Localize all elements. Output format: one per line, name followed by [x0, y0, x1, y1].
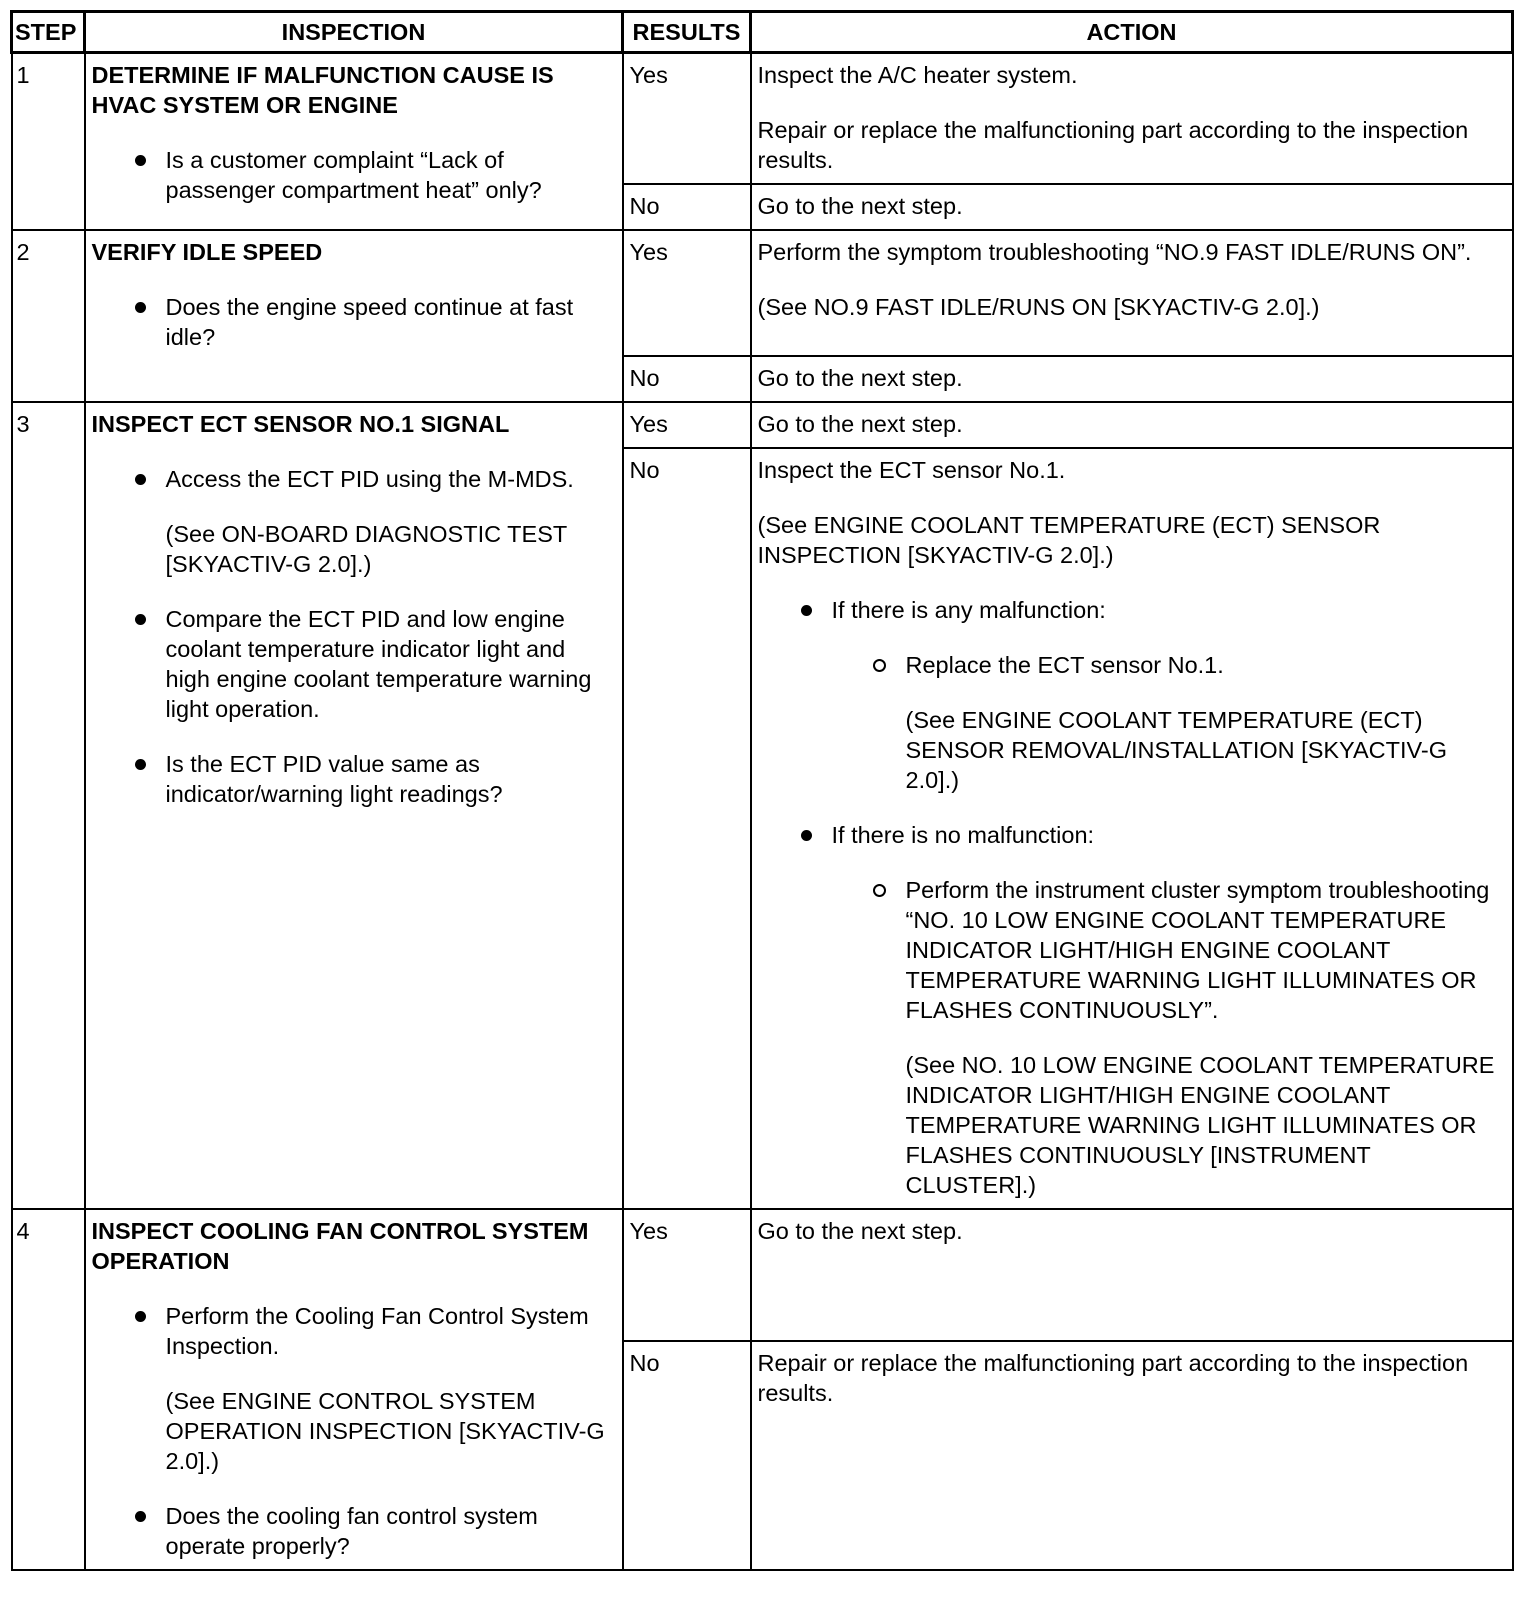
step-4-number: 4 — [12, 1209, 85, 1570]
step-3-no-case-2-ref: (See NO. 10 LOW ENGINE COOLANT TEMPERATURE INDICATOR LIGHT/HIGH ENGINE COOLANT TEMPERATURE WARNING LIGHT ILLUMINATES OR FLASHES CONTINUOUSLY [INSTRUMENT CLUSTER].) — [905, 1052, 1495, 1198]
step-1-yes-row — [12, 53, 1513, 185]
step-4-bullet-1 — [166, 1301, 616, 1476]
step-3-number: 3 — [12, 402, 85, 1209]
step-3-bullet-1 — [166, 464, 616, 579]
step-1-inspection — [85, 53, 623, 231]
step-2-title: VERIFY IDLE SPEED — [91, 239, 323, 265]
step-3-no-case-2-sub-text: Perform the instrument cluster symptom troubleshooting “NO. 10 LOW ENGINE COOLANT TEMPERATURE INDICATOR LIGHT/HIGH ENGINE COOLANT TEMPERATURE WARNING LIGHT ILLUMINATES OR FLASHES CONTINUOUSLY”. — [905, 877, 1490, 1023]
step-1-bullet-1: Is a customer complaint “Lack of passenger compartment heat” only? — [166, 145, 616, 205]
step-3-no-case-1-sub-text: Replace the ECT sensor No.1. — [905, 652, 1224, 678]
diagnostic-procedure — [10, 10, 1514, 1571]
step-2-yes-line-1: Perform the symptom troubleshooting “NO.9 FAST IDLE/RUNS ON”. — [757, 239, 1472, 265]
step-2-yes-row — [12, 230, 1513, 356]
step-2-action-yes — [751, 230, 1513, 356]
step-4-title: INSPECT COOLING FAN CONTROL SYSTEM OPERATION — [91, 1218, 589, 1274]
step-3-no-case-2-text: If there is no malfunction: — [831, 822, 1095, 848]
step-3-title: INSPECT ECT SENSOR NO.1 SIGNAL — [91, 411, 510, 437]
step-2-bullet-1: Does the engine speed continue at fast idle? — [166, 292, 616, 352]
step-3-result-yes: Yes — [623, 402, 751, 448]
step-4-result-no: No — [623, 1341, 751, 1570]
step-3-no-case-1-sublist — [832, 650, 1506, 795]
step-4-yes-row — [12, 1209, 1513, 1341]
step-2-bullets — [92, 292, 616, 352]
step-1-result-no: No — [623, 184, 751, 230]
step-2-action-no: Go to the next step. — [751, 356, 1513, 402]
step-3-result-no: No — [623, 448, 751, 1209]
step-1-bullets — [92, 145, 616, 205]
header-row — [12, 12, 1513, 53]
step-4-bullets — [92, 1301, 616, 1561]
step-3-no-intro: Inspect the ECT sensor No.1. — [757, 457, 1066, 483]
header-inspection: INSPECTION — [85, 12, 623, 53]
step-3-bullets — [92, 464, 616, 809]
step-3-no-case-1 — [832, 595, 1506, 795]
step-3-no-case-2 — [832, 820, 1506, 1200]
header-results: RESULTS — [623, 12, 751, 53]
step-2-inspection — [85, 230, 623, 402]
step-4-inspection — [85, 1209, 623, 1570]
step-3-no-case-1-ref: (See ENGINE COOLANT TEMPERATURE (ECT) SENSOR REMOVAL/INSTALLATION [SKYACTIV-G 2.0].) — [905, 707, 1447, 793]
step-3-bullet-3: Is the ECT PID value same as indicator/warning light readings? — [166, 749, 616, 809]
step-3-bullet-2: Compare the ECT PID and low engine coolant temperature indicator light and high engine coolant temperature warning light operation. — [166, 604, 616, 724]
step-3-no-case-2-sublist — [832, 875, 1506, 1200]
troubleshooting-table — [10, 10, 1514, 1571]
step-3-action-no — [751, 448, 1513, 1209]
step-1-action-no: Go to the next step. — [751, 184, 1513, 230]
step-4-bullet-1-ref: (See ENGINE CONTROL SYSTEM OPERATION INSPECTION [SKYACTIV-G 2.0].) — [165, 1388, 605, 1474]
step-3-no-case-1-sub — [906, 650, 1506, 795]
step-3-no-cases — [758, 595, 1506, 1200]
header-step: STEP — [12, 12, 85, 53]
step-2-number: 2 — [12, 230, 85, 402]
step-1-result-yes: Yes — [623, 53, 751, 185]
step-3-no-case-1-text: If there is any malfunction: — [831, 597, 1106, 623]
step-3-no-case-2-sub — [906, 875, 1506, 1200]
step-3-yes-row — [12, 402, 1513, 448]
step-4-result-yes: Yes — [623, 1209, 751, 1341]
header-action: ACTION — [751, 12, 1513, 53]
step-4-bullet-2: Does the cooling fan control system operate properly? — [166, 1501, 616, 1561]
step-1-yes-line-1: Inspect the A/C heater system. — [757, 62, 1078, 88]
step-2-result-yes: Yes — [623, 230, 751, 356]
step-3-no-ref: (See ENGINE COOLANT TEMPERATURE (ECT) SENSOR INSPECTION [SKYACTIV-G 2.0].) — [757, 512, 1381, 568]
step-4-action-no: Repair or replace the malfunctioning part according to the inspection results. — [751, 1341, 1513, 1570]
step-3-bullet-1-text: Access the ECT PID using the M-MDS. — [165, 466, 574, 492]
step-1-yes-line-2: Repair or replace the malfunctioning part according to the inspection results. — [757, 117, 1469, 173]
step-1-title: DETERMINE IF MALFUNCTION CAUSE IS HVAC SYSTEM OR ENGINE — [91, 62, 554, 118]
step-1-action-yes — [751, 53, 1513, 185]
step-2-result-no: No — [623, 356, 751, 402]
step-3-inspection — [85, 402, 623, 1209]
step-3-bullet-1-ref: (See ON-BOARD DIAGNOSTIC TEST [SKYACTIV-G 2.0].) — [165, 521, 567, 577]
step-4-bullet-1-text: Perform the Cooling Fan Control System Inspection. — [165, 1303, 589, 1359]
step-4-action-yes: Go to the next step. — [751, 1209, 1513, 1341]
step-3-action-yes: Go to the next step. — [751, 402, 1513, 448]
step-2-yes-line-2: (See NO.9 FAST IDLE/RUNS ON [SKYACTIV-G 2.0].) — [757, 294, 1320, 320]
step-1-number: 1 — [12, 53, 85, 231]
